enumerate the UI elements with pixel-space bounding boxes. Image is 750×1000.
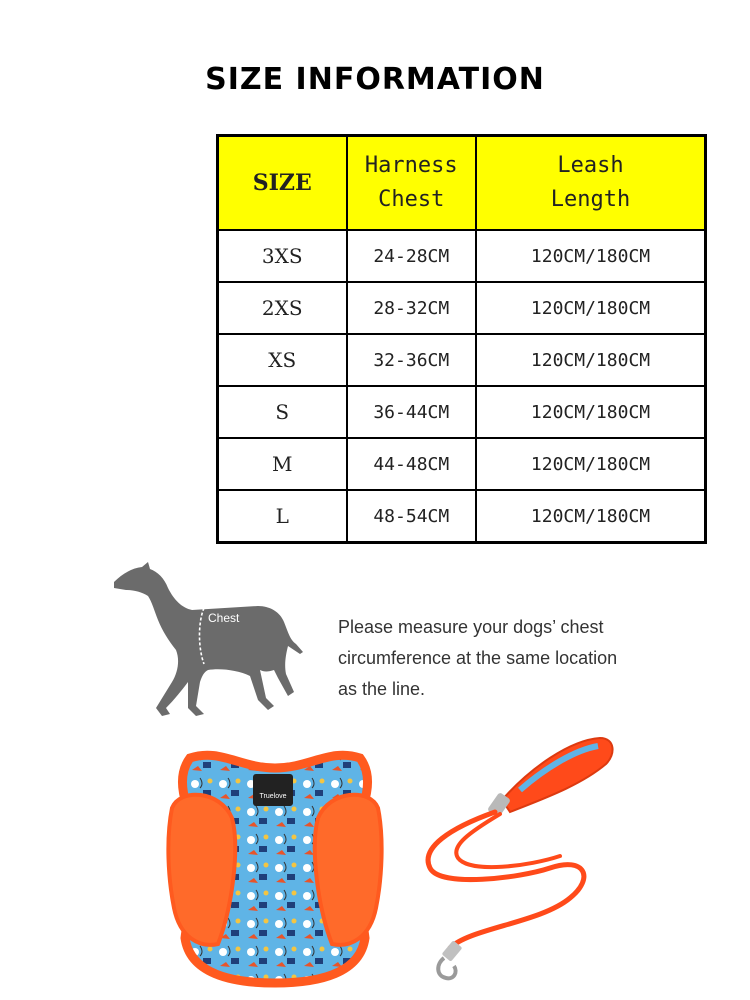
table-header-row <box>218 136 706 231</box>
leash-rope <box>428 812 584 948</box>
table-row <box>218 438 706 490</box>
table-row <box>218 334 706 386</box>
chest-label: Chest <box>208 611 240 625</box>
brand-tag <box>253 774 293 806</box>
cell-size: 3XS <box>218 230 347 282</box>
cell-leash: 120CM/180CM <box>476 438 705 490</box>
cell-size: M <box>218 438 347 490</box>
table-row <box>218 490 706 543</box>
cell-leash: 120CM/180CM <box>476 334 705 386</box>
instructions-line-2: circumference at the same location <box>338 648 618 668</box>
harness-product-image <box>160 748 390 988</box>
cell-chest: 48-54CM <box>347 490 477 543</box>
table-row <box>218 386 706 438</box>
cell-chest: 28-32CM <box>347 282 477 334</box>
cell-chest: 36-44CM <box>347 386 477 438</box>
cell-chest: 32-36CM <box>347 334 477 386</box>
cell-size: S <box>218 386 347 438</box>
brand-tag-text: Truelove <box>259 793 287 800</box>
instructions-line-1: Please measure your dogs’ chest <box>338 617 604 637</box>
instructions-line-3: as the line. <box>338 679 426 699</box>
header-leash-length-text: Leash Length <box>550 153 631 212</box>
cell-leash: 120CM/180CM <box>476 386 705 438</box>
greyhound-silhouette <box>114 562 303 716</box>
cell-size: XS <box>218 334 347 386</box>
page-title: SIZE INFORMATION <box>205 62 545 97</box>
header-leash-length <box>476 136 705 231</box>
header-harness-chest <box>347 136 477 231</box>
cell-leash: 120CM/180CM <box>476 282 705 334</box>
cell-size: 2XS <box>218 282 347 334</box>
leash-clip-hook <box>438 958 455 978</box>
measure-instructions <box>338 612 668 705</box>
cell-chest: 24-28CM <box>347 230 477 282</box>
header-harness-chest-text: Harness Chest <box>364 153 458 212</box>
header-size: SIZE <box>218 136 347 231</box>
harness-left-mesh <box>168 795 235 945</box>
leash-product-image <box>410 728 650 983</box>
cell-leash: 120CM/180CM <box>476 490 705 543</box>
cell-chest: 44-48CM <box>347 438 477 490</box>
cell-size: L <box>218 490 347 543</box>
size-table <box>216 134 707 544</box>
harness-right-mesh <box>315 795 382 945</box>
table-row <box>218 282 706 334</box>
table-row <box>218 230 706 282</box>
cell-leash: 120CM/180CM <box>476 230 705 282</box>
dog-silhouette-diagram <box>108 560 308 720</box>
